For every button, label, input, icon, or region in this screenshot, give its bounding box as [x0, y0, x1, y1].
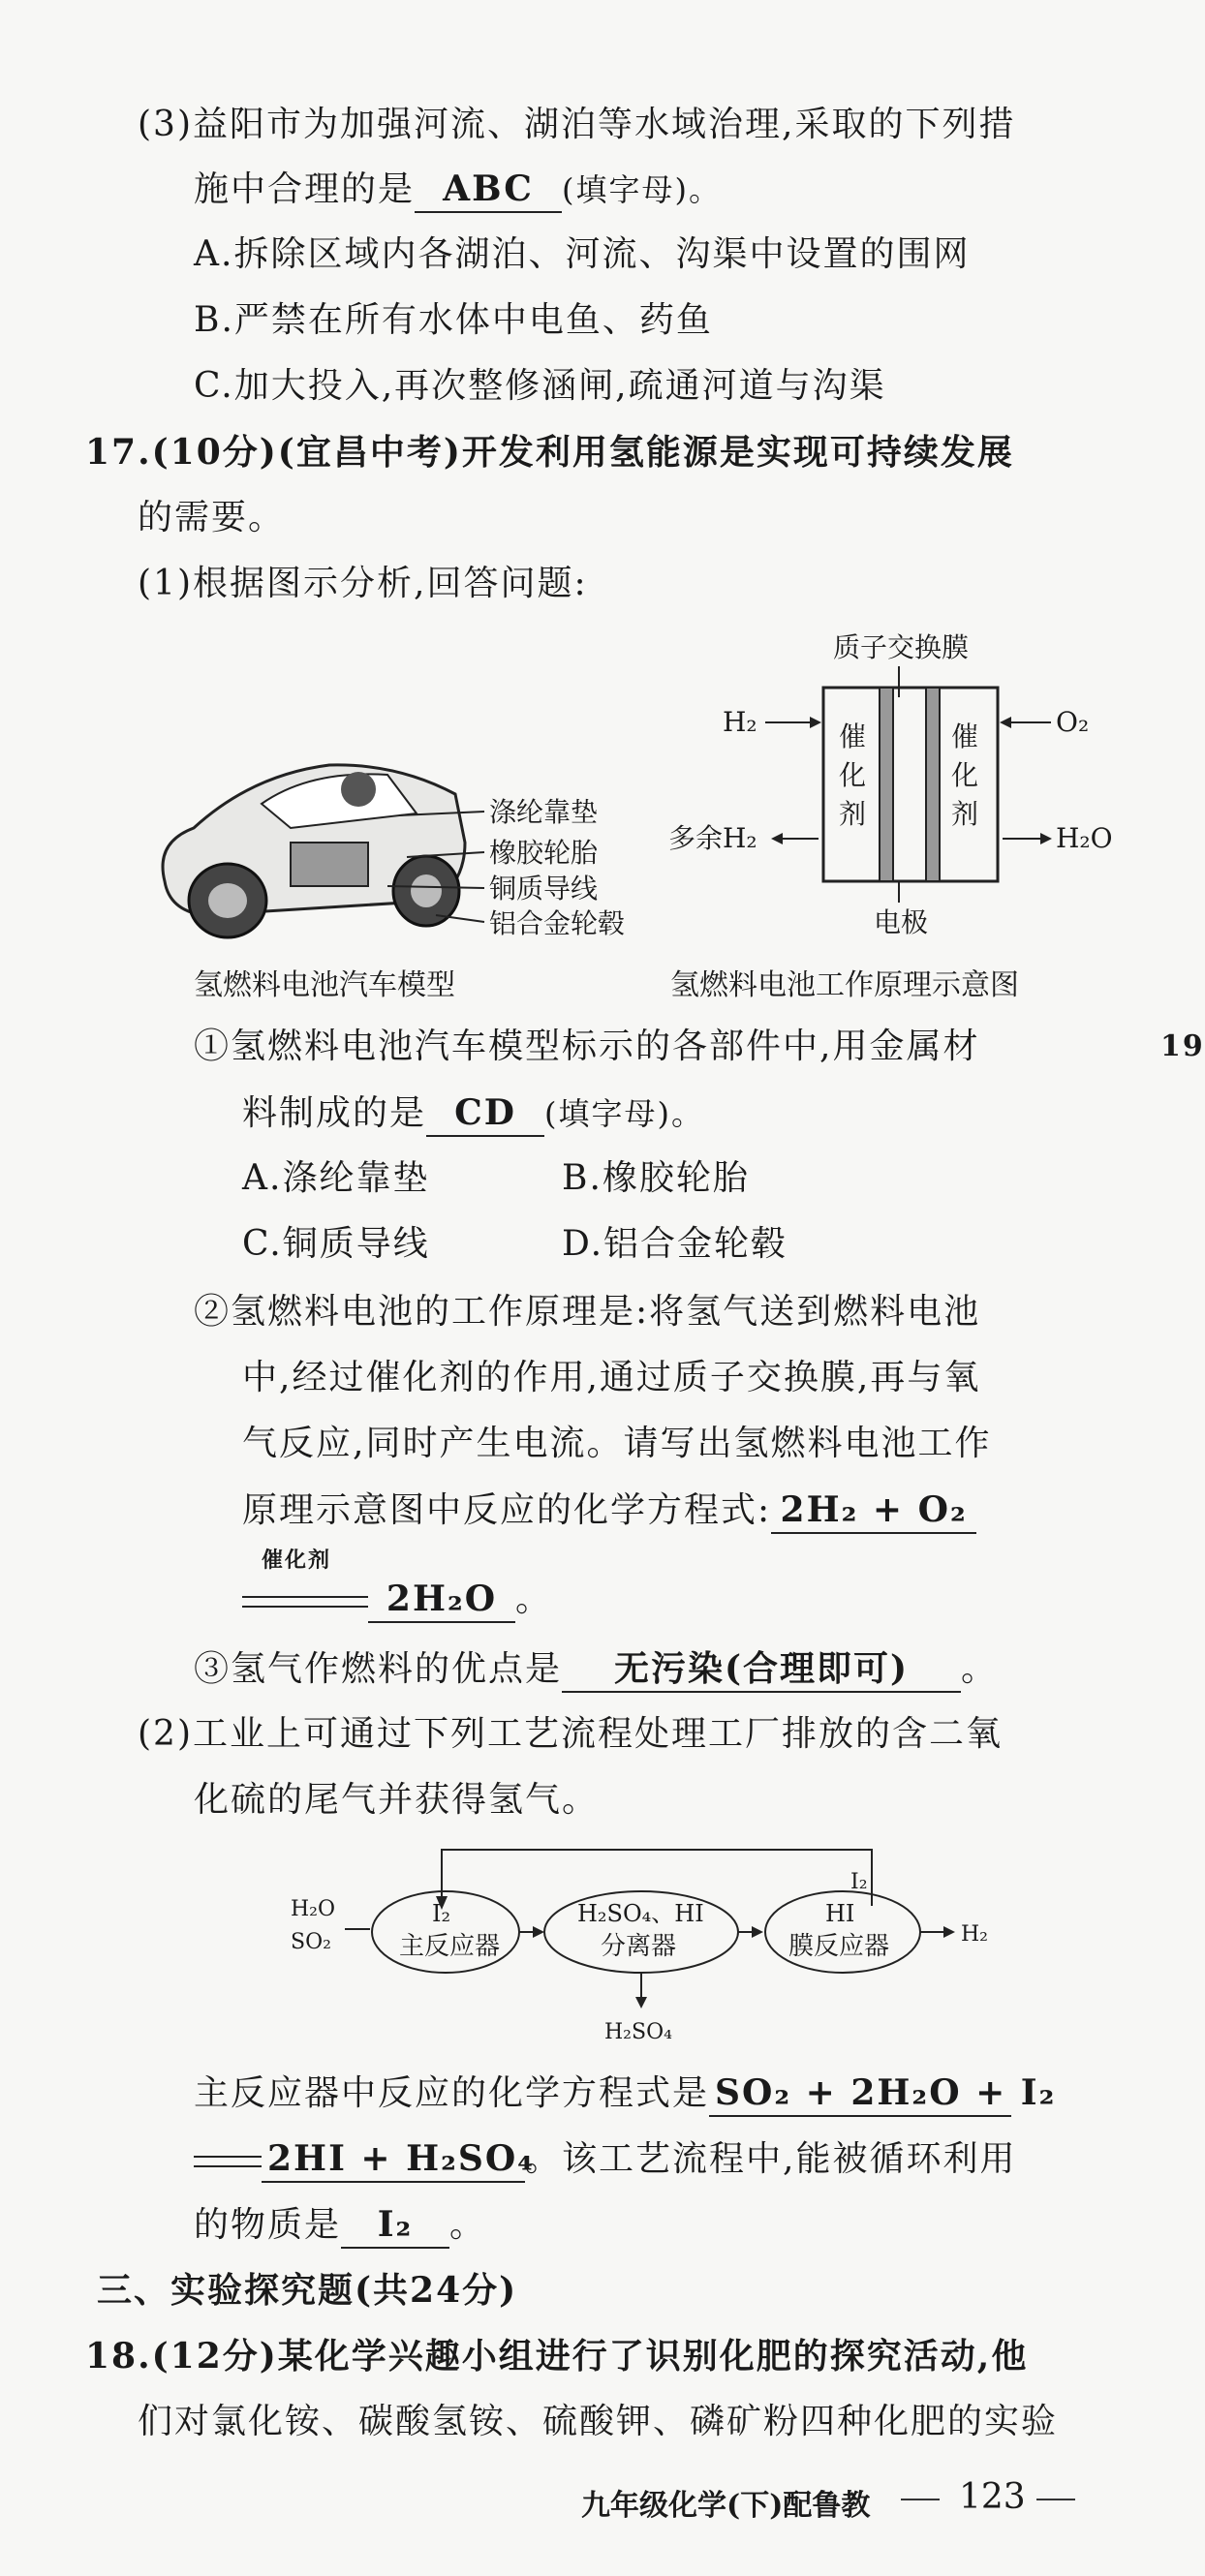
- q18-line1: [85, 2334, 1028, 2379]
- q17-sub2-line3: 气反应,同时产生电流。请写出氢燃料电池工作: [242, 1424, 992, 1463]
- q17-sub3-answer: 无污染(合理即可): [562, 1646, 961, 1693]
- q17-eq-answer-reactants: SO₂ + 2H₂O + I₂: [709, 2070, 1011, 2117]
- q18-line2: 们对氯化铵、碳酸氢铵、硫酸钾、磷矿粉四种化肥的实验: [138, 2402, 1059, 2441]
- q16-option-c: C.加大投入,再次整修涵闸,疏通河道与沟渠: [194, 366, 886, 406]
- output-h2: H₂: [961, 1922, 989, 1947]
- main-reactor-top: I₂: [432, 1900, 451, 1927]
- q17-option-b: B.橡胶轮胎: [562, 1158, 750, 1198]
- catalyst-right-1: 催: [951, 721, 979, 752]
- q17-option-a: A.涤纶靠垫: [242, 1158, 430, 1198]
- q16-part3-note: (填字母)。: [562, 171, 722, 208]
- separator-top: H₂SO₄、HI: [577, 1900, 704, 1927]
- q17-eq-line2: [194, 2136, 1016, 2183]
- section-3-heading: 三、实验探究题(共24分): [97, 2270, 518, 2311]
- q17-sub2-line5: [242, 1577, 552, 1623]
- q17-sub1-note: (填字母)。: [544, 1095, 704, 1132]
- q17-eq-answer-products: 2HI + H₂SO₄: [262, 2136, 525, 2183]
- q16-part3-answer: ABC: [415, 167, 562, 213]
- q17-sub2-answer-product: 2H₂O: [368, 1577, 515, 1623]
- q17-part2-line1: (2)工业上可通过下列工艺流程处理工厂排放的含二氧: [138, 1714, 1003, 1754]
- q17-sub1-answer: CD: [426, 1090, 544, 1137]
- car-model-figure: [145, 736, 626, 949]
- q16-option-a: A.拆除区域内各湖泊、河流、沟渠中设置的围网: [194, 234, 971, 274]
- q17-sub2-equals: [242, 1596, 368, 1608]
- q17-sub2-answer-reactants: 2H₂ + O₂: [771, 1487, 976, 1534]
- q17-sub3-text: ③氢气作燃料的优点是: [194, 1649, 563, 1689]
- q18-text1: 18.(12分)某化学兴趣小组进行了识别化肥的探究活动,他: [85, 2336, 1029, 2377]
- main-reactor-label: 主反应器: [399, 1932, 501, 1961]
- q16-part3-line2: [194, 167, 722, 213]
- q17-part1: (1)根据图示分析,回答问题:: [138, 564, 588, 603]
- q17-eq-answer-recycle: I₂: [341, 2202, 449, 2249]
- q17-sub2-catalyst: 催化剂: [262, 1548, 332, 1573]
- q17-sub1-line2: [242, 1090, 704, 1137]
- input-so2: SO₂: [291, 1930, 331, 1954]
- car-label-cushion: 涤纶靠垫: [489, 796, 599, 828]
- footer-book-title: 九年级化学(下)配鲁教: [581, 2489, 871, 2523]
- catalyst-left-1: 催: [839, 721, 867, 752]
- q17-sub3-line: [194, 1646, 998, 1693]
- q17-eq-line1: [194, 2070, 1057, 2117]
- q17-sub1-text: 料制成的是: [242, 1093, 427, 1133]
- car-label-tire: 橡胶轮胎: [489, 837, 599, 869]
- q16-part3-line1: (3)益阳市为加强河流、湖泊等水域治理,采取的下列措: [138, 105, 1016, 144]
- q17-eq-equals: [194, 2156, 262, 2167]
- input-h2o: H₂O: [291, 1897, 336, 1921]
- q17-eq-text2: 。该工艺流程中,能被循环利用: [525, 2139, 1017, 2179]
- membrane-reactor-top: HI: [825, 1900, 855, 1927]
- separator-label: 分离器: [601, 1932, 677, 1961]
- q17-eq-end: 。: [449, 2205, 487, 2245]
- q17-eq-text3: 的物质是: [194, 2205, 342, 2245]
- catalyst-left-3: 剂: [839, 798, 867, 830]
- q16-part3-text: 施中合理的是: [194, 169, 416, 209]
- q17-sub3-end: 。: [961, 1649, 999, 1689]
- car-caption: 氢燃料电池汽车模型: [194, 968, 455, 1002]
- footer-dash-left: [901, 2499, 940, 2500]
- excess-h2-label: 多余H₂: [668, 822, 757, 854]
- q17-eq-line3: [194, 2202, 486, 2249]
- h2-in-label: H₂: [723, 706, 757, 738]
- membrane-label: 质子交换膜: [833, 631, 970, 663]
- h2o-out-label: H₂O: [1056, 822, 1113, 854]
- cell-caption: 氢燃料电池工作原理示意图: [670, 968, 1019, 1002]
- catalyst-right-2: 化: [951, 759, 979, 791]
- loop-i2-label: I₂: [850, 1870, 868, 1894]
- process-flow-diagram: [281, 1840, 1017, 2053]
- q17-sub1-line1: ①氢燃料电池汽车模型标示的各部件中,用金属材: [194, 1027, 980, 1066]
- membrane-reactor-label: 膜反应器: [788, 1932, 890, 1961]
- fuel-cell-diagram: [668, 629, 1133, 939]
- q16-option-b: B.严禁在所有水体中电鱼、药鱼: [194, 300, 713, 340]
- q17-sub2-line2: 中,经过催化剂的作用,通过质子交换膜,再与氧: [242, 1358, 981, 1397]
- q17-heading: 17.(10分)(宜昌中考)开发利用氢能源是实现可持续发展: [85, 432, 1014, 473]
- output-h2so4: H₂SO₄: [604, 2020, 672, 2044]
- margin-mark: 19: [1160, 1029, 1205, 1063]
- q17-sub2-text: 原理示意图中反应的化学方程式:: [242, 1490, 772, 1530]
- q17-option-d: D.铝合金轮毂: [562, 1224, 788, 1264]
- q17-heading-cont: 的需要。: [138, 498, 286, 537]
- q17-eq-text: 主反应器中反应的化学方程式是: [194, 2073, 710, 2113]
- catalyst-left-2: 化: [839, 759, 867, 791]
- electrode-label: 电极: [874, 906, 929, 938]
- catalyst-right-3: 剂: [951, 798, 979, 830]
- q17-sub2-line1: ②氢燃料电池的工作原理是:将氢气送到燃料电池: [194, 1292, 981, 1332]
- q17-sub2-end: 。: [515, 1579, 553, 1619]
- o2-in-label: O₂: [1056, 706, 1090, 738]
- car-label-wheel: 铝合金轮毂: [489, 907, 626, 939]
- page-number: 123: [959, 2477, 1026, 2517]
- car-label-wire: 铜质导线: [489, 873, 599, 905]
- q17-option-c: C.铜质导线: [242, 1224, 430, 1264]
- q17-part2-line2: 化硫的尾气并获得氢气。: [194, 1780, 600, 1820]
- footer-dash-right: [1036, 2499, 1075, 2500]
- q17-sub2-line4: [242, 1487, 976, 1534]
